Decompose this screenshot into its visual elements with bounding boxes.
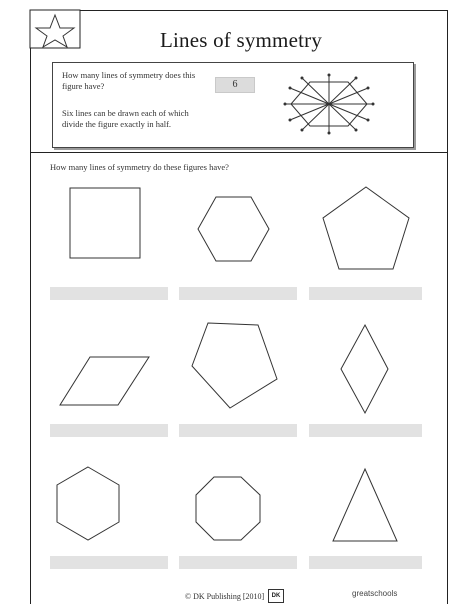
figure-rhombus xyxy=(341,325,388,413)
answer-field-1[interactable] xyxy=(50,287,168,300)
answer-field-7[interactable] xyxy=(50,556,168,569)
answer-field-6[interactable] xyxy=(309,424,422,437)
main-question: How many lines of symmetry do these figures have? xyxy=(50,162,229,172)
answer-field-4[interactable] xyxy=(50,424,168,437)
dk-logo: DK xyxy=(268,589,284,603)
answer-field-5[interactable] xyxy=(179,424,297,437)
figure-hexagon xyxy=(198,197,269,261)
answer-field-2[interactable] xyxy=(179,287,297,300)
greatschools-logo: greatschools xyxy=(352,589,398,598)
example-answer: 6 xyxy=(215,77,255,93)
figure-triangle xyxy=(333,469,397,541)
copyright-text: © DK Publishing [2010] xyxy=(185,592,265,601)
page-title: Lines of symmetry xyxy=(160,28,323,52)
figure-parallelogram xyxy=(60,357,149,405)
answer-field-3[interactable] xyxy=(309,287,422,300)
figure-irregular-pentagon xyxy=(192,323,277,408)
example-question: How many lines of symmetry does this figure have? xyxy=(62,70,196,91)
figure-hexagon-2 xyxy=(57,467,119,540)
figure-pentagon xyxy=(323,187,409,269)
answer-field-8[interactable] xyxy=(179,556,297,569)
example-explanation: Six lines can be drawn each of which divide the figure exactly in half. xyxy=(62,108,189,129)
figure-square xyxy=(70,188,140,258)
answer-field-9[interactable] xyxy=(309,556,422,569)
figure-octagon xyxy=(196,477,260,540)
